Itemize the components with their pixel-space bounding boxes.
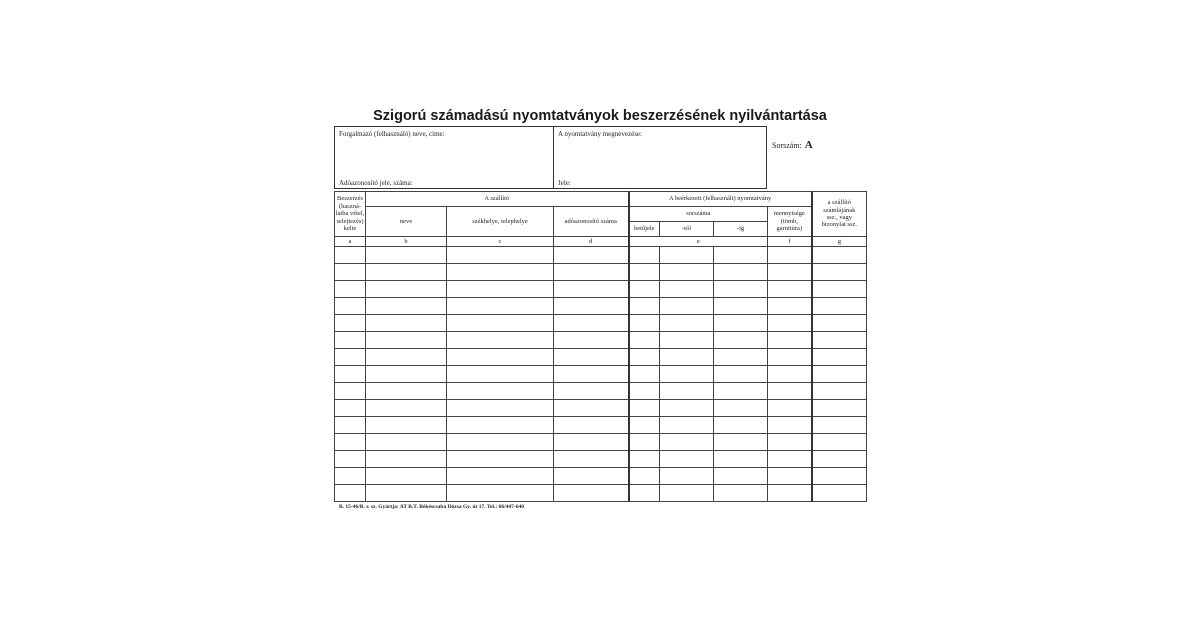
table-cell[interactable]: [554, 434, 629, 451]
table-cell[interactable]: [335, 298, 366, 315]
table-cell[interactable]: [554, 383, 629, 400]
table-cell[interactable]: [335, 400, 366, 417]
table-cell[interactable]: [335, 247, 366, 264]
table-cell[interactable]: [812, 417, 867, 434]
col-purchase-date: [335, 192, 366, 237]
table-cell[interactable]: [554, 451, 629, 468]
table-cell[interactable]: [629, 383, 660, 400]
table-cell[interactable]: [447, 383, 554, 400]
quantity-line-2: (tömb,: [780, 217, 798, 225]
col-supplier-address: székhelye, telephelye: [447, 207, 554, 237]
table-cell[interactable]: [768, 349, 812, 366]
invoice-line-4: bizonylat ssz.: [821, 221, 857, 229]
table-cell[interactable]: [447, 315, 554, 332]
table-cell[interactable]: [366, 383, 447, 400]
table-cell[interactable]: [629, 349, 660, 366]
supplier-info-box: [334, 126, 554, 189]
table-cell[interactable]: [768, 468, 812, 485]
table-cell[interactable]: [366, 349, 447, 366]
table-cell[interactable]: [366, 366, 447, 383]
table-cell[interactable]: [447, 417, 554, 434]
table-cell[interactable]: [812, 468, 867, 485]
table-cell[interactable]: [554, 400, 629, 417]
table-cell[interactable]: [714, 315, 768, 332]
table-cell[interactable]: [366, 315, 447, 332]
table-cell[interactable]: [335, 485, 366, 502]
table-row: [335, 332, 867, 349]
table-cell[interactable]: [335, 468, 366, 485]
table-cell[interactable]: [554, 485, 629, 502]
table-cell[interactable]: [447, 264, 554, 281]
table-cell[interactable]: [366, 400, 447, 417]
table-cell[interactable]: [629, 247, 660, 264]
table-cell[interactable]: [366, 247, 447, 264]
table-cell[interactable]: [714, 366, 768, 383]
table-cell[interactable]: [629, 332, 660, 349]
letter-c: c: [447, 237, 554, 247]
table-cell[interactable]: [629, 485, 660, 502]
table-cell[interactable]: [812, 247, 867, 264]
table-cell[interactable]: [629, 315, 660, 332]
table-row: [335, 451, 867, 468]
table-cell[interactable]: [660, 264, 714, 281]
table-cell[interactable]: [366, 281, 447, 298]
distributor-label: Forgalmazó (felhasználó) neve, címe:: [339, 130, 445, 138]
col-quantity: [768, 207, 812, 237]
table-cell[interactable]: [447, 298, 554, 315]
table-cell[interactable]: [714, 383, 768, 400]
table-cell[interactable]: [554, 417, 629, 434]
table-cell[interactable]: [366, 485, 447, 502]
table-cell[interactable]: [447, 332, 554, 349]
letter-a: a: [335, 237, 366, 247]
table-cell[interactable]: [714, 264, 768, 281]
table-cell[interactable]: [768, 417, 812, 434]
table-cell[interactable]: [768, 400, 812, 417]
table-cell[interactable]: [629, 298, 660, 315]
quantity-line-3: garnitúra): [776, 225, 803, 233]
table-cell[interactable]: [812, 281, 867, 298]
table-cell[interactable]: [714, 332, 768, 349]
table-cell[interactable]: [660, 247, 714, 264]
letter-f: f: [768, 237, 812, 247]
form-title: Szigorú számadású nyomtatványok beszerzésének nyilvántartása: [373, 108, 827, 124]
table-row: [335, 468, 867, 485]
table-cell[interactable]: [629, 417, 660, 434]
table-cell[interactable]: [812, 383, 867, 400]
purchase-line-2: (haszná-: [338, 202, 361, 210]
table-row: [335, 434, 867, 451]
table-cell[interactable]: [366, 332, 447, 349]
table-cell[interactable]: [366, 434, 447, 451]
table-cell[interactable]: [554, 315, 629, 332]
table-cell[interactable]: [447, 366, 554, 383]
table-cell[interactable]: [447, 349, 554, 366]
table-cell[interactable]: [768, 451, 812, 468]
table-row: [335, 366, 867, 383]
col-group-supplier: A szállító: [366, 192, 629, 207]
col-letter-code: betűjele: [629, 222, 660, 237]
table-row: [335, 400, 867, 417]
table-cell[interactable]: [554, 366, 629, 383]
letter-d: d: [554, 237, 629, 247]
code-label: Jele:: [558, 179, 571, 187]
quantity-line-1: mennyisége: [773, 210, 805, 218]
table-row: [335, 247, 867, 264]
table-cell[interactable]: [812, 366, 867, 383]
table-cell[interactable]: [335, 383, 366, 400]
table-cell[interactable]: [714, 349, 768, 366]
table-row: [335, 349, 867, 366]
table-cell[interactable]: [335, 366, 366, 383]
table-cell[interactable]: [660, 434, 714, 451]
table-cell[interactable]: [768, 315, 812, 332]
table-cell[interactable]: [629, 434, 660, 451]
table-cell[interactable]: [714, 298, 768, 315]
purchase-line-1: Beszerzés: [337, 195, 363, 203]
purchase-line-4: selejtezés): [336, 217, 364, 225]
table-cell[interactable]: [629, 468, 660, 485]
table-cell[interactable]: [554, 247, 629, 264]
table-cell[interactable]: [768, 485, 812, 502]
table-cell[interactable]: [768, 247, 812, 264]
table-cell[interactable]: [660, 485, 714, 502]
col-to: -ig: [714, 222, 768, 237]
letter-e: e: [629, 237, 768, 247]
table-cell[interactable]: [554, 468, 629, 485]
table-cell[interactable]: [335, 417, 366, 434]
table-cell[interactable]: [714, 417, 768, 434]
serial-number: [772, 139, 813, 151]
table-cell[interactable]: [660, 417, 714, 434]
table-cell[interactable]: [447, 468, 554, 485]
ledger-table: [334, 191, 867, 502]
table-cell[interactable]: [366, 468, 447, 485]
table-cell[interactable]: [660, 315, 714, 332]
table-cell[interactable]: [660, 383, 714, 400]
table-cell[interactable]: [629, 400, 660, 417]
table-cell[interactable]: [335, 349, 366, 366]
invoice-line-3: ssz., vagy: [826, 214, 853, 221]
letter-b: b: [366, 237, 447, 247]
col-group-serial: sorszáma: [629, 207, 768, 222]
table-cell[interactable]: [714, 468, 768, 485]
table-cell[interactable]: [768, 383, 812, 400]
table-cell[interactable]: [812, 400, 867, 417]
table-cell[interactable]: [447, 434, 554, 451]
table-row: [335, 383, 867, 400]
table-cell[interactable]: [812, 451, 867, 468]
table-cell[interactable]: [660, 451, 714, 468]
table-cell[interactable]: [447, 485, 554, 502]
tax-id-label: Adóazonosító jele, száma:: [339, 179, 413, 187]
col-invoice: [812, 192, 867, 237]
table-cell[interactable]: [768, 264, 812, 281]
table-cell[interactable]: [629, 281, 660, 298]
serial-value: A: [804, 139, 813, 151]
table-cell[interactable]: [554, 281, 629, 298]
form-name-box: [553, 126, 767, 189]
col-supplier-name: neve: [366, 207, 447, 237]
table-cell[interactable]: [447, 281, 554, 298]
table-cell[interactable]: [812, 485, 867, 502]
table-cell[interactable]: [714, 434, 768, 451]
table-cell[interactable]: [714, 485, 768, 502]
table-row: [335, 485, 867, 502]
table-cell[interactable]: [447, 247, 554, 264]
table-cell[interactable]: [812, 349, 867, 366]
table-cell[interactable]: [768, 281, 812, 298]
table-cell[interactable]: [554, 264, 629, 281]
table-cell[interactable]: [447, 451, 554, 468]
table-cell[interactable]: [812, 264, 867, 281]
invoice-line-1: a szállító: [827, 199, 851, 207]
col-from: -tól: [660, 222, 714, 237]
table-row: [335, 281, 867, 298]
table-cell[interactable]: [554, 332, 629, 349]
printer-footer: B. 15-46/B. r. sz. Gyártja: AT B.T. Békéscsaba Dózsa Gy. út 17. Tel.: 66/447-640: [339, 504, 524, 510]
table-cell[interactable]: [554, 349, 629, 366]
table-cell[interactable]: [714, 281, 768, 298]
table-cell[interactable]: [335, 332, 366, 349]
purchase-line-3: latba vétel,: [335, 210, 365, 218]
letter-g: g: [812, 237, 867, 247]
table-cell[interactable]: [660, 332, 714, 349]
table-row: [335, 298, 867, 315]
table-cell[interactable]: [812, 315, 867, 332]
purchase-line-5: kelte: [343, 225, 357, 233]
invoice-line-2: számlájának: [823, 206, 856, 214]
table-cell[interactable]: [660, 400, 714, 417]
form-name-label: A nyomtatvány megnevezése:: [558, 130, 642, 138]
col-supplier-taxid: adóazonosító száma: [554, 207, 629, 237]
table-cell[interactable]: [714, 400, 768, 417]
table-cell[interactable]: [768, 434, 812, 451]
table-cell[interactable]: [714, 451, 768, 468]
table-row: [335, 264, 867, 281]
table-cell[interactable]: [768, 298, 812, 315]
table-row: [335, 315, 867, 332]
table-cell[interactable]: [660, 349, 714, 366]
table-cell[interactable]: [660, 281, 714, 298]
table-cell[interactable]: [812, 434, 867, 451]
table-cell[interactable]: [335, 281, 366, 298]
table-cell[interactable]: [366, 264, 447, 281]
table-cell[interactable]: [335, 434, 366, 451]
table-cell[interactable]: [335, 264, 366, 281]
table-cell[interactable]: [366, 451, 447, 468]
table-cell[interactable]: [629, 451, 660, 468]
table-cell[interactable]: [714, 247, 768, 264]
table-cell[interactable]: [335, 315, 366, 332]
table-row: [335, 417, 867, 434]
ledger-rows: [335, 247, 867, 502]
table-cell[interactable]: [660, 468, 714, 485]
table-cell[interactable]: [660, 366, 714, 383]
table-cell[interactable]: [629, 264, 660, 281]
table-cell[interactable]: [629, 366, 660, 383]
table-cell[interactable]: [812, 332, 867, 349]
table-cell[interactable]: [660, 298, 714, 315]
table-cell[interactable]: [768, 366, 812, 383]
table-cell[interactable]: [812, 298, 867, 315]
table-cell[interactable]: [554, 298, 629, 315]
table-cell[interactable]: [447, 400, 554, 417]
table-cell[interactable]: [335, 451, 366, 468]
serial-label: Sorszám:: [772, 141, 802, 150]
col-group-received: A beérkezett (felhasznált) nyomtatvány: [629, 192, 812, 207]
table-cell[interactable]: [768, 332, 812, 349]
table-cell[interactable]: [366, 298, 447, 315]
table-cell[interactable]: [366, 417, 447, 434]
